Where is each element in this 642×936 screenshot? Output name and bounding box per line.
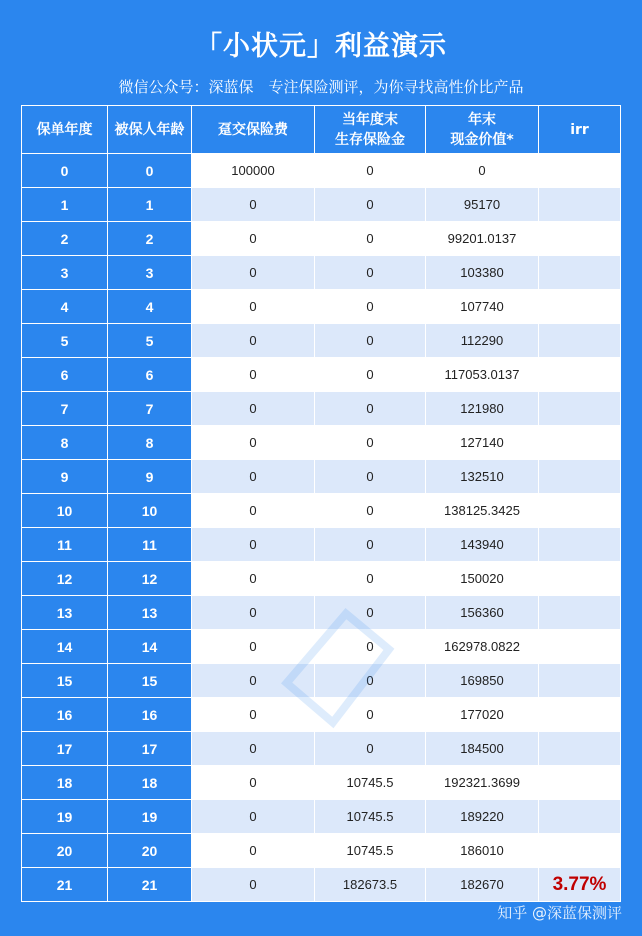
benefit-table-container [21, 105, 620, 902]
col-policy-year-cell: 5 [22, 324, 108, 358]
col-cash-value-cell: 186010 [426, 834, 539, 868]
col-premium-cell: 0 [192, 256, 315, 290]
col-insured-age-cell: 10 [108, 494, 192, 528]
col-irr-cell [539, 358, 621, 392]
col-policy-year-cell: 18 [22, 766, 108, 800]
col-cash-value-cell: 99201.0137 [426, 222, 539, 256]
col-policy-year-cell: 11 [22, 528, 108, 562]
col-insured-age-cell: 20 [108, 834, 192, 868]
col-cash-value-cell: 177020 [426, 698, 539, 732]
col-insured-age-header [108, 106, 192, 154]
col-cash-value-cell: 162978.0822 [426, 630, 539, 664]
col-insured-age-cell: 16 [108, 698, 192, 732]
col-insured-age-cell: 11 [108, 528, 192, 562]
col-survival-benefit-cell: 182673.5 [315, 868, 426, 902]
col-policy-year-cell: 15 [22, 664, 108, 698]
col-cash-value-cell: 192321.3699 [426, 766, 539, 800]
col-policy-year-cell: 12 [22, 562, 108, 596]
col-irr-cell [539, 188, 621, 222]
col-policy-year-cell: 17 [22, 732, 108, 766]
col-irr-cell [539, 324, 621, 358]
col-insured-age-cell: 1 [108, 188, 192, 222]
col-policy-year-cell: 8 [22, 426, 108, 460]
col-policy-year-cell: 16 [22, 698, 108, 732]
table-row [22, 290, 621, 324]
col-policy-year-cell: 20 [22, 834, 108, 868]
col-irr-cell [539, 256, 621, 290]
col-policy-year-cell: 10 [22, 494, 108, 528]
header-line: 当年度末 [342, 111, 398, 128]
col-insured-age-cell: 9 [108, 460, 192, 494]
col-cash-value-cell: 143940 [426, 528, 539, 562]
col-survival-benefit-cell: 0 [315, 732, 426, 766]
col-irr-cell [539, 222, 621, 256]
col-premium-header [192, 106, 315, 154]
header-line: 被保人年龄 [114, 121, 185, 138]
table-row [22, 834, 621, 868]
col-policy-year-cell: 6 [22, 358, 108, 392]
page-title: 「小状元」利益演示 [195, 31, 447, 62]
col-policy-year-cell: 4 [22, 290, 108, 324]
col-insured-age-cell: 14 [108, 630, 192, 664]
col-irr-cell [539, 426, 621, 460]
col-survival-benefit-cell: 0 [315, 290, 426, 324]
col-survival-benefit-cell: 0 [315, 630, 426, 664]
col-premium-cell: 0 [192, 494, 315, 528]
col-irr-cell: 3.77% [539, 868, 621, 902]
col-premium-cell: 0 [192, 732, 315, 766]
footer-credit: 知乎 @深蓝保测评 [497, 904, 622, 922]
table-row [22, 596, 621, 630]
col-policy-year-cell: 9 [22, 460, 108, 494]
col-policy-year-cell: 13 [22, 596, 108, 630]
col-insured-age-cell: 12 [108, 562, 192, 596]
col-cash-value-cell: 0 [426, 154, 539, 188]
col-premium-cell: 0 [192, 800, 315, 834]
col-survival-benefit-cell: 0 [315, 426, 426, 460]
col-policy-year-cell: 1 [22, 188, 108, 222]
col-survival-benefit-cell: 0 [315, 256, 426, 290]
col-cash-value-cell: 117053.0137 [426, 358, 539, 392]
benefit-table [21, 105, 621, 902]
col-irr-cell [539, 834, 621, 868]
col-cash-value-header [426, 106, 539, 154]
header-line: 保单年度 [36, 121, 93, 138]
table-header-row [22, 106, 621, 154]
col-premium-cell: 0 [192, 460, 315, 494]
col-cash-value-cell: 189220 [426, 800, 539, 834]
table-row [22, 324, 621, 358]
header-line: 生存保险金 [335, 131, 405, 148]
col-insured-age-cell: 13 [108, 596, 192, 630]
col-survival-benefit-cell: 10745.5 [315, 800, 426, 834]
col-survival-benefit-header [315, 106, 426, 154]
col-insured-age-cell: 6 [108, 358, 192, 392]
table-row [22, 766, 621, 800]
col-policy-year-cell: 3 [22, 256, 108, 290]
header-line: irr [570, 121, 589, 138]
col-irr-cell [539, 460, 621, 494]
col-insured-age-cell: 4 [108, 290, 192, 324]
col-survival-benefit-cell: 0 [315, 358, 426, 392]
col-irr-cell [539, 392, 621, 426]
table-body [22, 154, 621, 902]
col-survival-benefit-cell: 10745.5 [315, 834, 426, 868]
col-irr-cell [539, 562, 621, 596]
col-cash-value-cell: 112290 [426, 324, 539, 358]
col-insured-age-cell: 8 [108, 426, 192, 460]
col-irr-cell [539, 528, 621, 562]
col-survival-benefit-cell: 0 [315, 528, 426, 562]
col-irr-cell [539, 290, 621, 324]
col-insured-age-cell: 3 [108, 256, 192, 290]
col-cash-value-cell: 138125.3425 [426, 494, 539, 528]
col-premium-cell: 0 [192, 664, 315, 698]
table-row [22, 154, 621, 188]
col-cash-value-cell: 132510 [426, 460, 539, 494]
col-premium-cell: 0 [192, 324, 315, 358]
col-irr-cell [539, 154, 621, 188]
page-subtitle: 微信公众号：深蓝保 专注保险测评，为你寻找高性价比产品 [118, 78, 524, 96]
col-survival-benefit-cell: 0 [315, 596, 426, 630]
col-premium-cell: 0 [192, 426, 315, 460]
col-cash-value-cell: 127140 [426, 426, 539, 460]
col-survival-benefit-cell: 0 [315, 460, 426, 494]
table-row [22, 528, 621, 562]
col-premium-cell: 0 [192, 188, 315, 222]
col-cash-value-cell: 121980 [426, 392, 539, 426]
col-survival-benefit-cell: 0 [315, 664, 426, 698]
table-row [22, 358, 621, 392]
col-cash-value-cell: 156360 [426, 596, 539, 630]
col-cash-value-cell: 103380 [426, 256, 539, 290]
table-row [22, 426, 621, 460]
col-irr-cell [539, 630, 621, 664]
col-policy-year-cell: 7 [22, 392, 108, 426]
col-premium-cell: 0 [192, 290, 315, 324]
col-survival-benefit-cell: 0 [315, 324, 426, 358]
table-row [22, 562, 621, 596]
col-cash-value-cell: 182670 [426, 868, 539, 902]
col-premium-cell: 0 [192, 698, 315, 732]
col-survival-benefit-cell: 0 [315, 188, 426, 222]
col-insured-age-cell: 7 [108, 392, 192, 426]
table-row [22, 222, 621, 256]
col-irr-cell [539, 596, 621, 630]
col-cash-value-cell: 95170 [426, 188, 539, 222]
col-policy-year-cell: 14 [22, 630, 108, 664]
col-policy-year-cell: 2 [22, 222, 108, 256]
col-survival-benefit-cell: 10745.5 [315, 766, 426, 800]
table-row [22, 256, 621, 290]
table-row [22, 494, 621, 528]
col-irr-cell [539, 800, 621, 834]
table-row [22, 460, 621, 494]
table-row [22, 188, 621, 222]
header-line: 现金价值* [450, 131, 514, 148]
col-insured-age-cell: 17 [108, 732, 192, 766]
col-irr-cell [539, 732, 621, 766]
col-policy-year-header [22, 106, 108, 154]
col-insured-age-cell: 0 [108, 154, 192, 188]
col-insured-age-cell: 18 [108, 766, 192, 800]
col-survival-benefit-cell: 0 [315, 222, 426, 256]
col-premium-cell: 0 [192, 528, 315, 562]
col-cash-value-cell: 150020 [426, 562, 539, 596]
col-premium-cell: 0 [192, 596, 315, 630]
col-premium-cell: 0 [192, 868, 315, 902]
col-premium-cell: 0 [192, 766, 315, 800]
col-insured-age-cell: 15 [108, 664, 192, 698]
col-survival-benefit-cell: 0 [315, 698, 426, 732]
col-cash-value-cell: 107740 [426, 290, 539, 324]
col-policy-year-cell: 19 [22, 800, 108, 834]
col-premium-cell: 0 [192, 562, 315, 596]
table-row [22, 868, 621, 902]
col-irr-cell [539, 664, 621, 698]
col-insured-age-cell: 5 [108, 324, 192, 358]
col-premium-cell: 0 [192, 222, 315, 256]
col-survival-benefit-cell: 0 [315, 392, 426, 426]
col-insured-age-cell: 2 [108, 222, 192, 256]
col-cash-value-cell: 184500 [426, 732, 539, 766]
col-cash-value-cell: 169850 [426, 664, 539, 698]
col-irr-cell [539, 698, 621, 732]
col-premium-cell: 100000 [192, 154, 315, 188]
table-row [22, 392, 621, 426]
col-premium-cell: 0 [192, 392, 315, 426]
col-policy-year-cell: 0 [22, 154, 108, 188]
col-irr-header [539, 106, 621, 154]
col-premium-cell: 0 [192, 834, 315, 868]
col-insured-age-cell: 21 [108, 868, 192, 902]
table-row [22, 800, 621, 834]
header-line: 趸交保险费 [218, 121, 288, 138]
col-survival-benefit-cell: 0 [315, 562, 426, 596]
col-survival-benefit-cell: 0 [315, 494, 426, 528]
col-irr-cell [539, 494, 621, 528]
col-premium-cell: 0 [192, 630, 315, 664]
col-irr-cell [539, 766, 621, 800]
col-survival-benefit-cell: 0 [315, 154, 426, 188]
col-policy-year-cell: 21 [22, 868, 108, 902]
col-insured-age-cell: 19 [108, 800, 192, 834]
col-premium-cell: 0 [192, 358, 315, 392]
header-line: 年末 [468, 111, 496, 128]
